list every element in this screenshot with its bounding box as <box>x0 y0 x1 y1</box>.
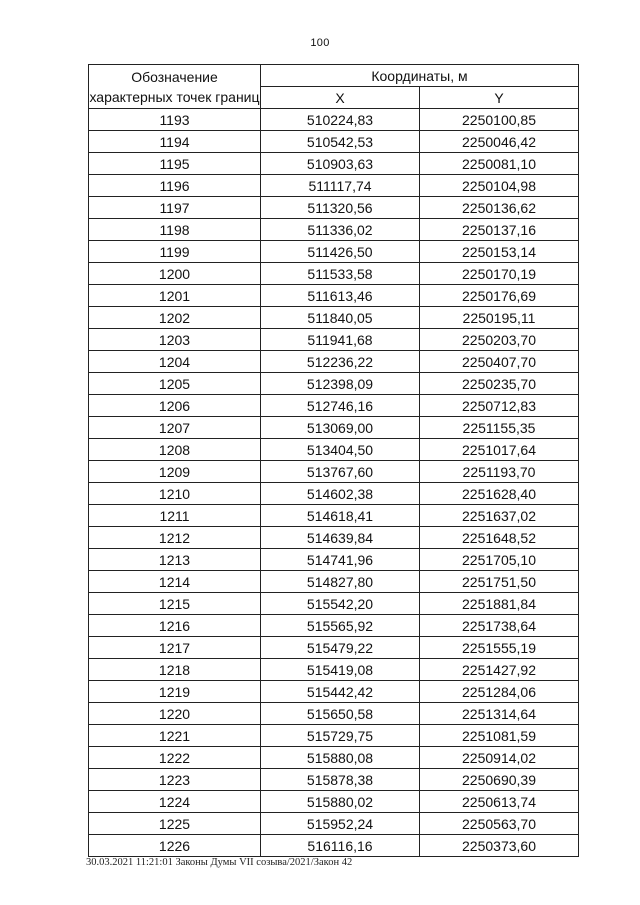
y-cell: 2250203,70 <box>420 329 579 351</box>
y-cell: 2251314,64 <box>420 703 579 725</box>
table-row <box>89 681 579 703</box>
y-cell: 2251017,64 <box>420 439 579 461</box>
table-row <box>89 527 579 549</box>
y-cell: 2250914,02 <box>420 747 579 769</box>
table-row <box>89 417 579 439</box>
y-cell: 2250170,19 <box>420 263 579 285</box>
y-cell: 2251637,02 <box>420 505 579 527</box>
table-row <box>89 219 579 241</box>
header-y: Y <box>420 87 579 109</box>
header-x: X <box>261 87 420 109</box>
y-cell: 2251881,84 <box>420 593 579 615</box>
point-cell: 1203 <box>89 329 261 351</box>
point-cell: 1213 <box>89 549 261 571</box>
y-cell: 2250563,70 <box>420 813 579 835</box>
table-row <box>89 505 579 527</box>
table-row <box>89 813 579 835</box>
point-cell: 1195 <box>89 153 261 175</box>
table-row <box>89 659 579 681</box>
x-cell: 511840,05 <box>261 307 420 329</box>
table-row <box>89 307 579 329</box>
table-row <box>89 153 579 175</box>
table-row <box>89 483 579 505</box>
x-cell: 515880,08 <box>261 747 420 769</box>
x-cell: 514618,41 <box>261 505 420 527</box>
table-row <box>89 241 579 263</box>
table-row <box>89 461 579 483</box>
x-cell: 513069,00 <box>261 417 420 439</box>
table-row <box>89 725 579 747</box>
x-cell: 512746,16 <box>261 395 420 417</box>
point-cell: 1199 <box>89 241 261 263</box>
header-coordinates: Координаты, м <box>261 65 579 87</box>
point-cell: 1226 <box>89 835 261 857</box>
table-row <box>89 351 579 373</box>
point-cell: 1194 <box>89 131 261 153</box>
x-cell: 511336,02 <box>261 219 420 241</box>
point-cell: 1198 <box>89 219 261 241</box>
y-cell: 2251628,40 <box>420 483 579 505</box>
y-cell: 2251081,59 <box>420 725 579 747</box>
point-cell: 1204 <box>89 351 261 373</box>
y-cell: 2250153,14 <box>420 241 579 263</box>
point-cell: 1209 <box>89 461 261 483</box>
table-row <box>89 285 579 307</box>
point-cell: 1221 <box>89 725 261 747</box>
y-cell: 2251555,19 <box>420 637 579 659</box>
x-cell: 511320,56 <box>261 197 420 219</box>
x-cell: 511533,58 <box>261 263 420 285</box>
x-cell: 516116,16 <box>261 835 420 857</box>
x-cell: 515729,75 <box>261 725 420 747</box>
table-body <box>89 109 579 857</box>
point-cell: 1216 <box>89 615 261 637</box>
x-cell: 513404,50 <box>261 439 420 461</box>
x-cell: 511117,74 <box>261 175 420 197</box>
y-cell: 2251751,50 <box>420 571 579 593</box>
y-cell: 2250046,42 <box>420 131 579 153</box>
y-cell: 2251705,10 <box>420 549 579 571</box>
point-cell: 1197 <box>89 197 261 219</box>
y-cell: 2251427,92 <box>420 659 579 681</box>
table-header <box>89 65 579 109</box>
y-cell: 2250373,60 <box>420 835 579 857</box>
x-cell: 515442,42 <box>261 681 420 703</box>
y-cell: 2250407,70 <box>420 351 579 373</box>
point-cell: 1207 <box>89 417 261 439</box>
y-cell: 2250195,11 <box>420 307 579 329</box>
x-cell: 515650,58 <box>261 703 420 725</box>
point-cell: 1223 <box>89 769 261 791</box>
table-row <box>89 197 579 219</box>
table-row <box>89 615 579 637</box>
point-cell: 1201 <box>89 285 261 307</box>
x-cell: 515542,20 <box>261 593 420 615</box>
table-row <box>89 329 579 351</box>
x-cell: 514741,96 <box>261 549 420 571</box>
coordinates-table <box>88 64 579 857</box>
y-cell: 2251155,35 <box>420 417 579 439</box>
point-cell: 1205 <box>89 373 261 395</box>
x-cell: 515952,24 <box>261 813 420 835</box>
x-cell: 511941,68 <box>261 329 420 351</box>
x-cell: 515565,92 <box>261 615 420 637</box>
point-cell: 1200 <box>89 263 261 285</box>
page-number: 100 <box>310 37 330 49</box>
x-cell: 511426,50 <box>261 241 420 263</box>
table-row <box>89 109 579 131</box>
y-cell: 2250137,16 <box>420 219 579 241</box>
x-cell: 515419,08 <box>261 659 420 681</box>
point-cell: 1219 <box>89 681 261 703</box>
header-point-name: Обозначение характерных точек границ <box>89 65 261 109</box>
x-cell: 510903,63 <box>261 153 420 175</box>
point-cell: 1193 <box>89 109 261 131</box>
point-cell: 1212 <box>89 527 261 549</box>
table-row <box>89 395 579 417</box>
table-row <box>89 769 579 791</box>
table-row <box>89 175 579 197</box>
x-cell: 513767,60 <box>261 461 420 483</box>
point-cell: 1225 <box>89 813 261 835</box>
table-row <box>89 549 579 571</box>
x-cell: 514639,84 <box>261 527 420 549</box>
header-row-top <box>89 65 579 87</box>
y-cell: 2250613,74 <box>420 791 579 813</box>
table-row <box>89 571 579 593</box>
y-cell: 2250690,39 <box>420 769 579 791</box>
x-cell: 510224,83 <box>261 109 420 131</box>
table-row <box>89 593 579 615</box>
y-cell: 2251738,64 <box>420 615 579 637</box>
x-cell: 512398,09 <box>261 373 420 395</box>
x-cell: 514827,80 <box>261 571 420 593</box>
y-cell: 2251648,52 <box>420 527 579 549</box>
x-cell: 511613,46 <box>261 285 420 307</box>
y-cell: 2250081,10 <box>420 153 579 175</box>
y-cell: 2250235,70 <box>420 373 579 395</box>
table-row <box>89 791 579 813</box>
point-cell: 1217 <box>89 637 261 659</box>
y-cell: 2251284,06 <box>420 681 579 703</box>
x-cell: 514602,38 <box>261 483 420 505</box>
table-row <box>89 439 579 461</box>
y-cell: 2250712,83 <box>420 395 579 417</box>
point-cell: 1224 <box>89 791 261 813</box>
x-cell: 512236,22 <box>261 351 420 373</box>
table-row <box>89 131 579 153</box>
y-cell: 2251193,70 <box>420 461 579 483</box>
point-cell: 1206 <box>89 395 261 417</box>
y-cell: 2250100,85 <box>420 109 579 131</box>
point-cell: 1218 <box>89 659 261 681</box>
table-row <box>89 373 579 395</box>
point-cell: 1202 <box>89 307 261 329</box>
point-cell: 1214 <box>89 571 261 593</box>
x-cell: 510542,53 <box>261 131 420 153</box>
y-cell: 2250136,62 <box>420 197 579 219</box>
point-cell: 1222 <box>89 747 261 769</box>
document-footer: 30.03.2021 11:21:01 Законы Думы VII созыва/2021/Закон 42 <box>86 857 353 868</box>
table-row <box>89 747 579 769</box>
table-row <box>89 263 579 285</box>
x-cell: 515878,38 <box>261 769 420 791</box>
x-cell: 515479,22 <box>261 637 420 659</box>
y-cell: 2250176,69 <box>420 285 579 307</box>
y-cell: 2250104,98 <box>420 175 579 197</box>
table-row <box>89 637 579 659</box>
point-cell: 1196 <box>89 175 261 197</box>
x-cell: 515880,02 <box>261 791 420 813</box>
point-cell: 1220 <box>89 703 261 725</box>
point-cell: 1208 <box>89 439 261 461</box>
table-row <box>89 703 579 725</box>
point-cell: 1210 <box>89 483 261 505</box>
point-cell: 1215 <box>89 593 261 615</box>
table-row <box>89 835 579 857</box>
point-cell: 1211 <box>89 505 261 527</box>
